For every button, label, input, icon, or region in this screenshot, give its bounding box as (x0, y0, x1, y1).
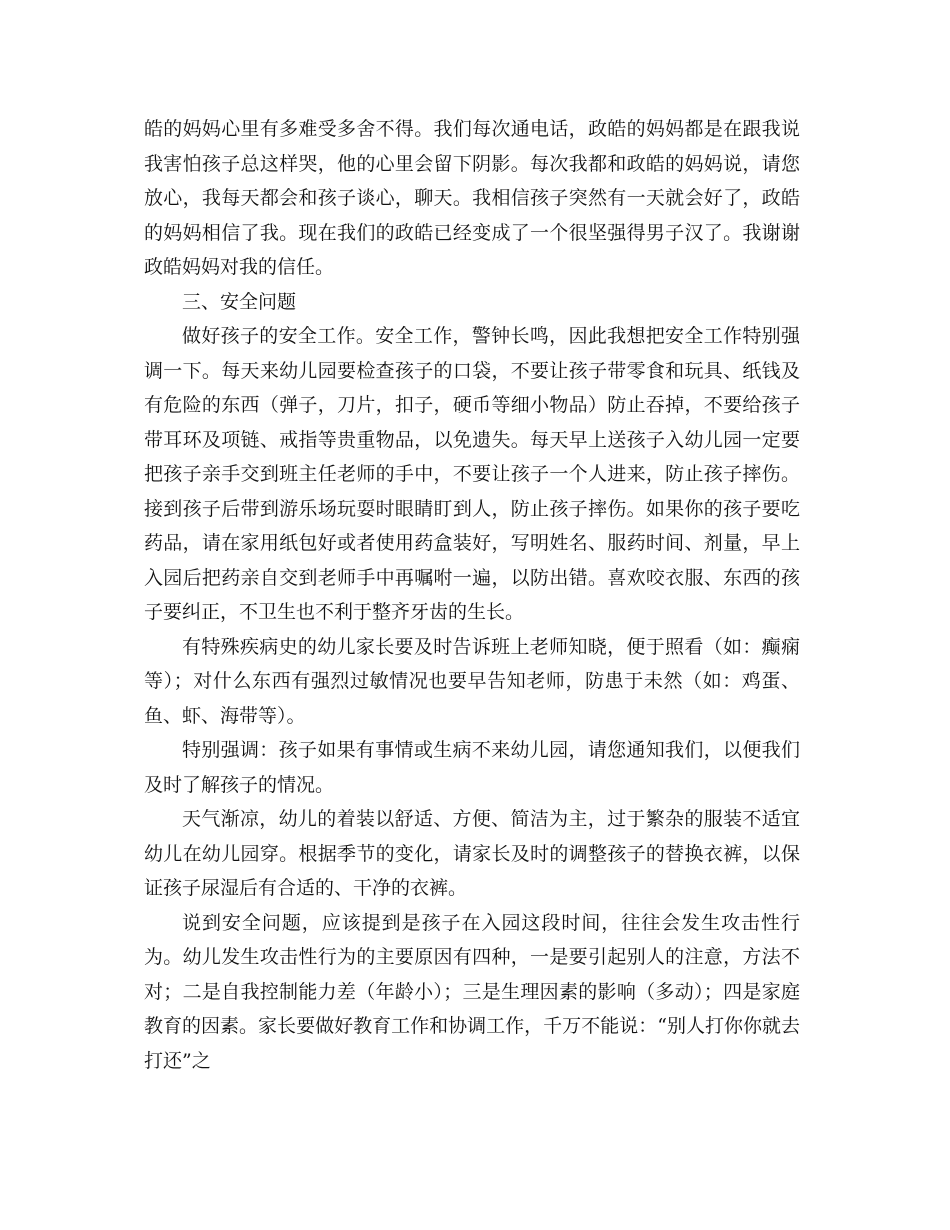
document-page (144, 112, 800, 1078)
paragraph-aggressive-behavior: 说到安全问题，应该提到是孩子在入园这段时间，往往会发生攻击性行为。幼儿发生攻击性行为的主要原因有四种，一是要引起别人的注意，方法不对；二是自我控制能力差（年龄小）；三是生理因素的影响（多动）；四是家庭教育的因素。家长要做好教育工作和协调工作，千万不能说：“别人打你你就去打还”之 (144, 911, 800, 1072)
section-heading-safety: 三、安全问题 (182, 290, 297, 313)
paragraph-safety-work: 做好孩子的安全工作。安全工作，警钟长鸣，因此我想把安全工作特别强调一下。每天来幼儿园要检查孩子的口袋，不要让孩子带零食和玩具、纸钱及有危险的东西（弹子，刀片，扣子，硬币等细小物品）防止吞掉，不要给孩子带耳环及项链、戒指等贵重物品，以免遗失。每天早上送孩子入幼儿园一定要把孩子亲手交到班主任老师的手中，不要让孩子一个人进来，防止孩子摔伤。接到孩子后带到游乐场玩耍时眼睛盯到人，防止孩子摔伤。如果你的孩子要吃药品，请在家用纸包好或者使用药盒装好，写明姓名、服药时间、剂量，早上入园后把药亲自交到老师手中再嘱咐一遍，以防出错。喜欢咬衣服、东西的孩子要纠正，不卫生也不利于整齐牙齿的生长。 (144, 325, 800, 623)
paragraph-clothing: 天气渐凉，幼儿的着装以舒适、方便、简洁为主，过于繁杂的服装不适宜幼儿在幼儿园穿。根据季节的变化，请家长及时的调整孩子的替换衣裤，以保证孩子尿湿后有合适的、干净的衣裤。 (144, 808, 800, 899)
paragraph-continuation: 皓的妈妈心里有多难受多舍不得。我们每次通电话，政皓的妈妈都是在跟我说我害怕孩子总这样哭，他的心里会留下阴影。每次我都和政皓的妈妈说，请您放心，我每天都会和孩子谈心，聊天。我相信孩子突然有一天就会好了，政皓的妈妈相信了我。现在我们的政皓已经变成了一个很坚强得男子汉了。我谢谢政皓妈妈对我的信任。 (144, 118, 800, 278)
paragraph-special-emphasis: 特别强调：孩子如果有事情或生病不来幼儿园，请您通知我们，以便我们及时了解孩子的情况。 (144, 739, 800, 796)
paragraph-medical-history: 有特殊疾病史的幼儿家长要及时告诉班上老师知晓，便于照看（如：癫痫等）；对什么东西有强烈过敏情况也要早告知老师，防患于未然（如：鸡蛋、鱼、虾、海带等）。 (144, 635, 800, 727)
